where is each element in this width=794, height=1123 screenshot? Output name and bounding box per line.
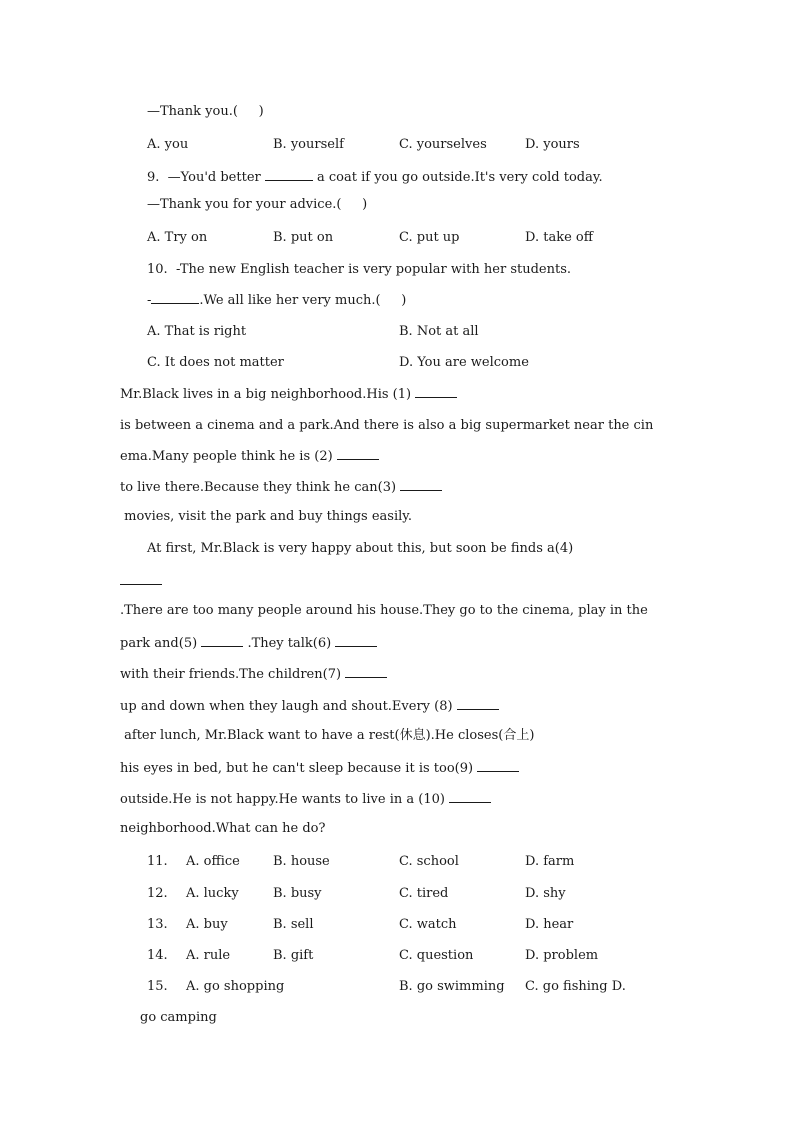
passage-line-8: .There are too many people around his house.They go to the cinema, play in the (120, 603, 648, 618)
passage-line-6: At first, Mr.Black is very happy about this, but soon be finds a(4) (147, 541, 574, 556)
passage-line-10: with their friends.The children(7) (120, 665, 387, 683)
q8-option-b: B. yourself (273, 137, 344, 152)
blank-8 (457, 697, 499, 710)
q10-option-b: B. Not at all (399, 324, 479, 339)
blank-9 (477, 759, 519, 772)
q10-option-c: C. It does not matter (147, 355, 284, 370)
q15-option-b: B. go swimming (399, 979, 505, 994)
q10-blank (151, 291, 199, 304)
q13-option-c: C. watch (399, 917, 457, 932)
q9-blank (265, 168, 313, 181)
q13-number: 13. (147, 917, 168, 932)
q11-option-c: C. school (399, 854, 459, 869)
q10-reply: - .We all like her very much.( ) (147, 293, 407, 308)
q8-option-a: A. you (147, 137, 189, 152)
blank-1 (415, 385, 457, 398)
passage-line-1: Mr.Black lives in a big neighborhood.His (1) (120, 385, 457, 403)
q10-option-d: D. You are welcome (399, 355, 529, 370)
q12-option-d: D. shy (525, 886, 566, 901)
passage-line-12: after lunch, Mr.Black want to have a rest(休息).He closes(合上) (120, 728, 535, 743)
blank-10 (449, 790, 491, 803)
blank-7 (345, 665, 387, 678)
blank-2 (337, 447, 379, 460)
q11-option-d: D. farm (525, 854, 575, 869)
q12-option-c: C. tired (399, 886, 449, 901)
q9-option-d: D. take off (525, 230, 593, 245)
q8-option-c: C. yourselves (399, 137, 487, 152)
q10-prompt: 10. -The new English teacher is very popular with her students. (147, 262, 572, 277)
q15-number: 15. (147, 979, 168, 994)
q8-reply: —Thank you.( ) (147, 104, 264, 119)
passage-line-9: park and(5) .They talk(6) (120, 634, 377, 652)
q14-option-c: C. question (399, 948, 474, 963)
passage-line-14: outside.He is not happy.He wants to live in a (10) (120, 790, 491, 808)
q11-number: 11. (147, 854, 168, 869)
q10-option-a: A. That is right (147, 324, 247, 339)
q14-option-b: B. gift (273, 948, 314, 963)
q12-option-a: A. lucky (186, 886, 239, 901)
q14-number: 14. (147, 948, 168, 963)
q9-option-a: A. Try on (147, 230, 208, 245)
q9-reply: —Thank you for your advice.( ) (147, 197, 368, 212)
blank-6 (335, 634, 377, 647)
passage-line-7 (120, 572, 162, 590)
passage-line-2: is between a cinema and a park.And there is also a big supermarket near the cin (120, 418, 654, 433)
q14-option-a: A. rule (186, 948, 231, 963)
q9-prompt: 9. —You'd better a coat if you go outside.It's very cold today. (147, 170, 603, 185)
passage-line-13: his eyes in bed, but he can't sleep because it is too(9) (120, 759, 519, 777)
q15-option-d: go camping (140, 1010, 217, 1025)
q12-number: 12. (147, 886, 168, 901)
passage-line-5: movies, visit the park and buy things easily. (120, 509, 413, 524)
q15-option-a: A. go shopping (186, 979, 285, 994)
passage-line-4: to live there.Because they think he can(3) (120, 478, 442, 496)
q11-option-b: B. house (273, 854, 330, 869)
passage-line-11: up and down when they laugh and shout.Every (8) (120, 697, 499, 715)
passage-line-15: neighborhood.What can he do? (120, 821, 326, 836)
q13-option-b: B. sell (273, 917, 314, 932)
q9-option-b: B. put on (273, 230, 334, 245)
q11-option-a: A. office (186, 854, 240, 869)
passage-line-3: ema.Many people think he is (2) (120, 447, 379, 465)
q9-number: 9. (147, 170, 160, 185)
blank-3 (400, 478, 442, 491)
blank-4 (120, 572, 162, 585)
q14-option-d: D. problem (525, 948, 599, 963)
q13-option-d: D. hear (525, 917, 574, 932)
q9-option-c: C. put up (399, 230, 460, 245)
blank-5 (201, 634, 243, 647)
q10-number: 10. (147, 262, 168, 277)
q12-option-b: B. busy (273, 886, 322, 901)
q15-option-c: C. go fishing D. (525, 979, 626, 994)
q13-option-a: A. buy (186, 917, 228, 932)
q8-option-d: D. yours (525, 137, 580, 152)
